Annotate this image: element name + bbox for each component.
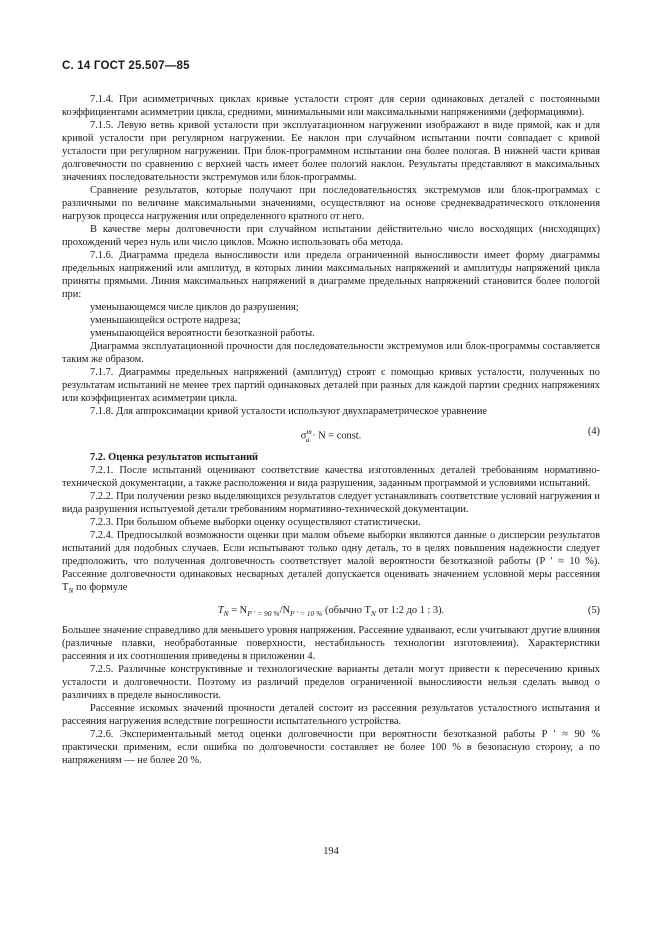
formula-5-number: (5) [587,605,600,617]
formula-5-note: (обычно T [322,605,371,617]
list-item: уменьшающемся числе циклов до разрушения; [90,302,299,313]
list-item: уменьшающейся остроте надреза; [90,315,241,326]
formula-5-sub1: P ′ = 90 % [247,609,280,619]
paragraph-comparison: Сравнение результатов, которые получают при последовательностях экстремумов или блок-программах с различными по величине максимальными значениями, осуществляют на основе среднеквадратического отклонения нагрузок процесса нагружения или определенного кратного от него. [62,185,600,222]
page-number: 194 [323,846,339,857]
paragraph-7-1-7: 7.1.7. Диаграммы предельных напряжений (амплитуд) строят с помощью кривых усталости, полученных по результатам испытаний не менее трех партий одинаковых деталей при разных для каждой партии средних напряжениях или коэффициентах асимметрии цикла. [62,367,600,404]
page-header: С. 14 ГОСТ 25.507—85 [62,60,190,72]
formula-5 [62,601,600,621]
formula-5-div: /N [279,605,290,617]
formula-5-lhs-sub: N [223,609,229,619]
paragraph-7-2-4-subscript: N [68,586,74,596]
formula-5-sub2: P ′ = 10 % [290,609,323,619]
paragraph-7-1-6: 7.1.6. Диаграмма предела выносливости или предела ограниченной выносливости имеет форму диаграммы предельных напряжений или амплитуд, в которых линии максимальных напряжений и амплитуды напряжений цикла приняты прямыми. Линия максимальных напряжений в диаграмме предельных напряжений становится более пологой при: [62,250,600,300]
paragraph-7-2-2: 7.2.2. При получении резко выделяющихся результатов следует устанавливать соответствие условий нагружения и вида разрушения испытуемой детали требованиям нормативно-технической документации. [62,491,600,515]
formula-sigma: σ [300,430,307,442]
formula-5-lhs: T [217,605,224,617]
paragraph-7-2-4 [62,529,600,597]
formula-5-expression [62,604,600,620]
paragraph-7-2-5: 7.2.5. Различные конструктивные и технологические варианты детали могут привести к пересечению кривых усталости и долговечности. Поэтому из различий пределов ограниченной выносливости нельзя сделать вывод о различиях в пределе выносливости. [62,664,600,702]
section-title-7-2: 7.2. Оценка результатов испытаний [90,452,259,463]
formula-rest: · N = const. [309,430,362,442]
formula-4-expression [62,425,600,446]
page-body [62,93,600,767]
formula-subscript: a [305,434,310,444]
paragraph-larger-value: Большее значение справедливо для меньшего уровня напряжения. Рассеяние удваивают, если учитывают другие влияния (различные плавки, необработанные поверхности, нестабильность технологии изготовления). Характеристики рассеяния и их соотношения приведены в приложении 4. [62,625,600,663]
paragraph-7-2-6: 7.2.6. Экспериментальный метод оценки долговечности при вероятности безотказной работы P ′ ≈ 90 % практически применим, если ошибка по долговечности составляет не более 100 % в безопасную сторону, а по напряжениям — не более 20 %. [62,729,600,767]
paragraph-strength-diagram: Диаграмма эксплуатационной прочности для последовательности экстремумов или блок-программы составляется таким же образом. [62,341,600,365]
paragraph-scatter: Рассеяние искомых значений прочности деталей состоит из рассеяния результатов усталостного испытания и рассеяния нагружения вследствие погрешности испытательного устройства. [62,703,600,728]
document-page [62,60,600,857]
formula-4-number: (4) [587,426,600,437]
paragraph-7-2-4-tail: по формуле [73,582,128,593]
paragraph-durability-measure: В качестве меры долговечности при случайном испытании действительно число восходящих (нисходящих) прохождений через нуль или число циклов. Можно использовать оба метода. [62,224,600,248]
formula-5-eq: = N [228,605,248,617]
paragraph-7-2-4-text: 7.2.4. Предпосылкой возможности оценки при малом объеме выборки являются данные о дисперсии результатов испытаний для подобных случаев. Если испытывают только одну деталь, то в целях повышения надежности следует предположить, что полученная долговечность соответствует малой вероятности безотказной работы (P ′ ≈ 10 %). Рассеяние долговечности одинаковых несварных деталей допускается оценивать значением условной меры рассеяния T [62,530,600,593]
paragraph-7-1-5: 7.1.5. Левую ветвь кривой усталости при эксплуатационном нагружении изображают в виде прямой, как и для кривой усталости при регулярном нагружении. Ее наклон при случайном испытании почти совпадает с кривой усталости при регулярном нагружении. При блок-программном испытании она более пологая. В нижней части кривая долговечности по сравнению с верхней часть имеет более пологий наклон. Результаты представляют в максимальных значениях последовательности экстремумов или блок-программы. [62,120,600,183]
paragraph-7-2-3: 7.2.3. При большом объеме выборки оценку осуществляют статистически. [90,517,421,528]
formula-5-note-sub: N [370,609,376,619]
formula-5-note-tail: от 1:2 до 1 : 3). [375,605,445,617]
list-item: уменьшающейся вероятности безотказной работы. [90,328,315,339]
paragraph-7-2-1: 7.2.1. После испытаний оценивают соответствие качества изготовленных деталей требованиям нормативно-технической документации, а также расположения и вида разрушения, заданным программой и условиями испытаний. [62,465,600,489]
paragraph-7-1-4: 7.1.4. При асимметричных циклах кривые усталости строят для серии одинаковых деталей с постоянными коэффициентами асимметрии цикла, средними, минимальными или максимальными напряжениями (деформациями). [62,94,600,118]
paragraph-7-1-8: 7.1.8. Для аппроксимации кривой усталости используют двухпараметрическое уравнение [90,406,488,417]
formula-exponent: m [306,427,312,436]
formula-4 [62,422,600,442]
